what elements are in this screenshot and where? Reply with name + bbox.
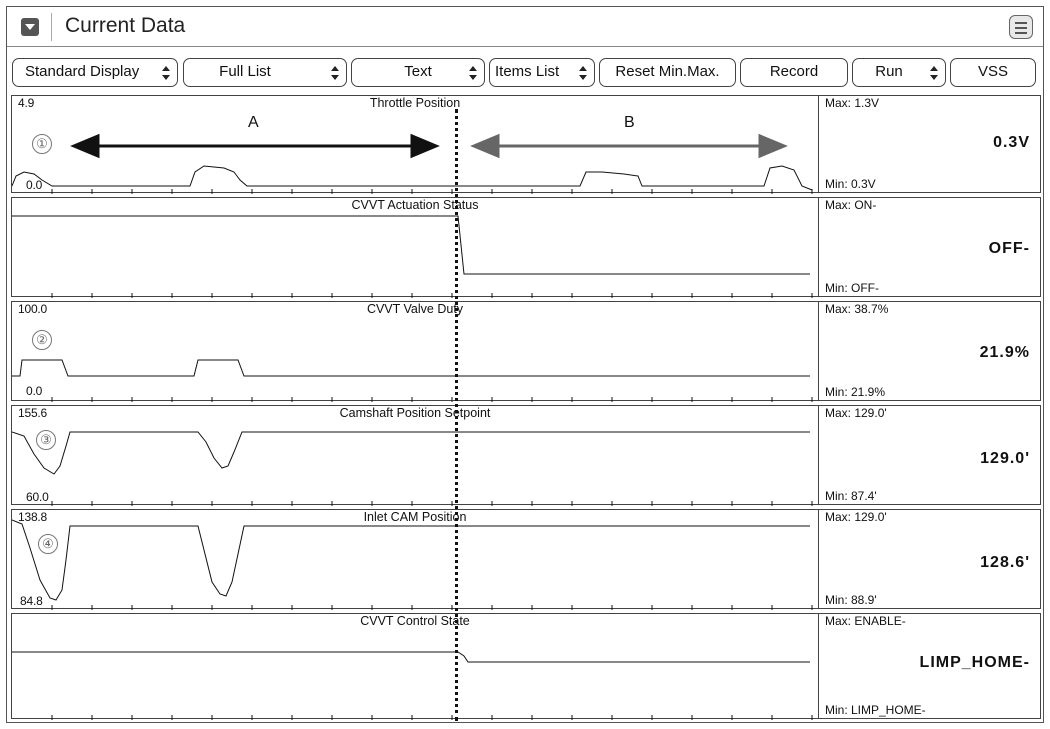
min-value: Min: 87.4' <box>825 489 877 503</box>
arrow-b <box>474 136 784 156</box>
y-axis-bottom-label: 0.0 <box>26 178 43 192</box>
graph-title: CVVT Actuation Status <box>351 198 479 212</box>
updown-arrows-icon <box>930 66 938 80</box>
y-axis-top-label: 100.0 <box>18 302 48 316</box>
standard-display-label: Standard Display <box>25 63 140 80</box>
inlet-cam-position-trace <box>12 520 810 600</box>
cvvt-control-state-trace <box>12 652 810 662</box>
vss-button[interactable] <box>950 58 1036 87</box>
current-value: LIMP_HOME- <box>919 654 1030 671</box>
value-panel <box>818 302 1040 400</box>
updown-arrows-icon <box>579 66 587 80</box>
graph-title: Inlet CAM Position <box>363 510 467 524</box>
current-value: 129.0' <box>980 450 1030 467</box>
graph-title: CVVT Valve Duty <box>366 302 464 316</box>
min-value: Min: 0.3V <box>825 177 876 191</box>
y-axis-bottom-label: 84.8 <box>20 594 43 608</box>
arrow-a <box>74 136 436 156</box>
value-panel <box>818 96 1040 192</box>
y-axis-bottom-label: 60.0 <box>26 490 49 504</box>
tick-marks <box>52 189 812 194</box>
text-select[interactable] <box>351 58 485 87</box>
collapse-icon[interactable] <box>21 18 39 36</box>
title-separator <box>51 13 52 41</box>
reset-min-max-label: Reset Min.Max. <box>615 63 720 80</box>
cvvt-actuation-status-trace <box>12 216 810 274</box>
max-value: Max: 129.0' <box>825 406 887 420</box>
updown-arrows-icon <box>331 66 339 80</box>
current-value: OFF- <box>988 240 1030 257</box>
updown-arrows-icon <box>162 66 170 80</box>
marker-3: ③ <box>36 430 56 450</box>
value-panel <box>818 198 1040 296</box>
current-value: 0.3V <box>993 134 1030 151</box>
graph-title: Camshaft Position Setpoint <box>339 406 491 420</box>
cvvt-control-state-graph <box>12 614 818 720</box>
run-select[interactable] <box>852 58 946 87</box>
graph-panel-inlet-cam-position[interactable] <box>11 509 1041 609</box>
full-list-select[interactable] <box>183 58 347 87</box>
graph-panel-cvvt-valve-duty[interactable] <box>11 301 1041 401</box>
graph-panel-cvvt-actuation-status[interactable] <box>11 197 1041 297</box>
graph-title: Throttle Position <box>369 96 461 110</box>
min-value: Min: OFF- <box>825 281 879 295</box>
tick-marks <box>52 501 812 506</box>
tick-marks <box>52 605 812 610</box>
value-panel <box>818 510 1040 608</box>
region-b-label: B <box>624 114 635 131</box>
updown-arrows-icon <box>469 66 477 80</box>
graph-panel-camshaft-position-setpoint[interactable] <box>11 405 1041 505</box>
time-cursor-line[interactable] <box>455 109 458 721</box>
y-axis-bottom-label: 0.0 <box>26 384 43 398</box>
max-value: Max: 129.0' <box>825 510 887 524</box>
reset-min-max-button[interactable] <box>599 58 736 87</box>
max-value: Max: ENABLE- <box>825 614 906 628</box>
camshaft-position-setpoint-graph <box>12 406 818 506</box>
throttle-position-trace <box>12 166 812 190</box>
marker-4: ④ <box>38 534 58 554</box>
toolbar <box>7 53 1043 91</box>
full-list-label: Full List <box>219 63 271 80</box>
max-value: Max: ON- <box>825 198 877 212</box>
graph-panel-throttle-position[interactable] <box>11 95 1041 193</box>
graph-title: CVVT Control State <box>360 614 470 628</box>
camshaft-position-setpoint-trace <box>12 432 810 474</box>
record-label: Record <box>769 63 819 80</box>
y-axis-top-label: 4.9 <box>18 96 35 110</box>
standard-display-select[interactable] <box>12 58 178 87</box>
vss-label: VSS <box>977 63 1008 80</box>
title-bar <box>7 7 1043 47</box>
graph-panel-cvvt-control-state[interactable] <box>11 613 1041 719</box>
value-panel <box>818 614 1040 718</box>
marker-1: ① <box>32 134 52 154</box>
max-value: Max: 1.3V <box>825 96 880 110</box>
region-a-label: A <box>248 114 259 131</box>
cvvt-actuation-status-graph <box>12 198 818 298</box>
tick-marks <box>52 293 812 298</box>
items-list-label: Items List <box>495 63 560 80</box>
y-axis-top-label: 138.8 <box>18 510 48 524</box>
items-list-select[interactable] <box>489 58 595 87</box>
marker-2: ② <box>32 330 52 350</box>
current-value: 21.9% <box>979 344 1030 361</box>
inlet-cam-position-graph <box>12 510 818 610</box>
cvvt-valve-duty-trace <box>12 360 810 376</box>
y-axis-top-label: 155.6 <box>18 406 48 420</box>
min-value: Min: 21.9% <box>825 385 886 399</box>
current-data-window <box>6 6 1044 723</box>
record-button[interactable] <box>740 58 848 87</box>
tick-marks <box>52 397 812 402</box>
tick-marks <box>52 715 812 720</box>
value-panel <box>818 406 1040 504</box>
current-value: 128.6' <box>980 554 1030 571</box>
max-value: Max: 38.7% <box>825 302 889 316</box>
cvvt-valve-duty-graph <box>12 302 818 402</box>
page-title: Current Data <box>65 14 186 37</box>
text-label: Text <box>404 63 432 80</box>
list-icon[interactable] <box>1009 15 1033 39</box>
min-value: Min: LIMP_HOME- <box>825 703 926 717</box>
run-label: Run <box>875 63 903 80</box>
throttle-position-graph <box>12 96 818 194</box>
min-value: Min: 88.9' <box>825 593 877 607</box>
